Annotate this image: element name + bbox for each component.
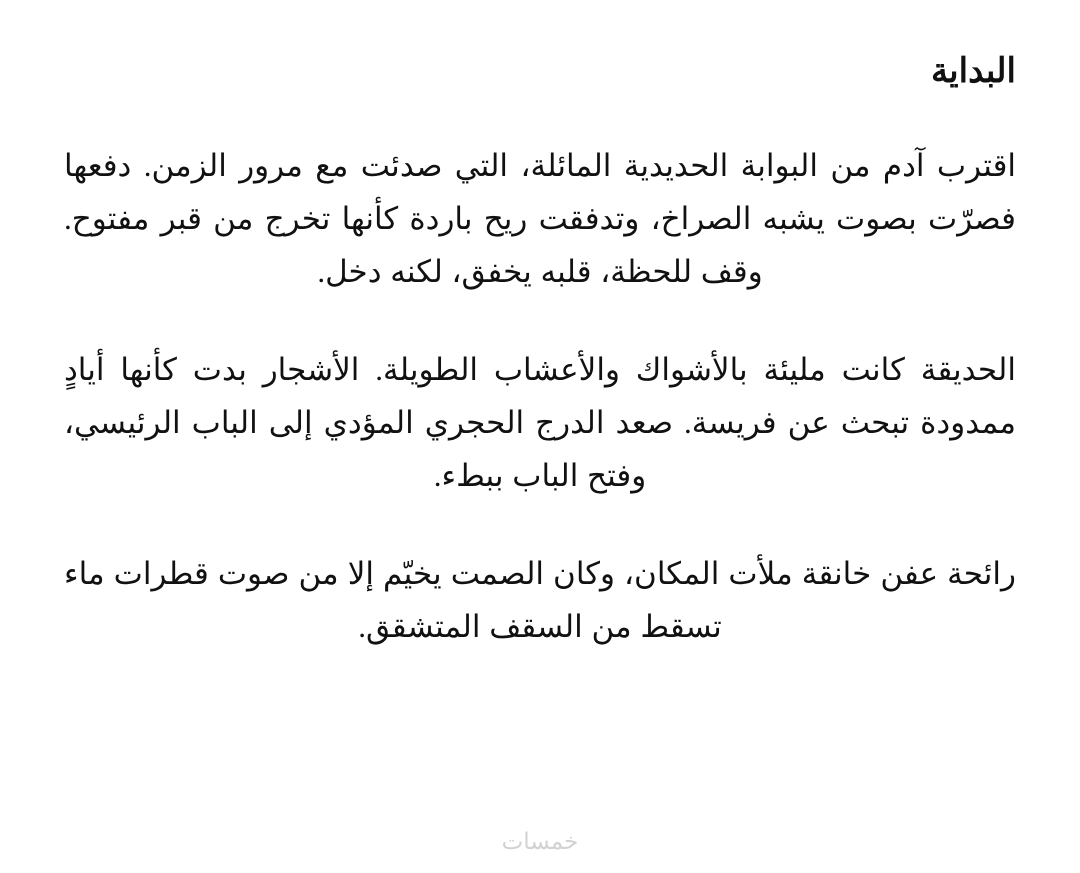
- body-paragraph: الحديقة كانت مليئة بالأشواك والأعشاب الطويلة. الأشجار بدت كأنها أيادٍ ممدودة تبحث عن فريسة. صعد الدرج الحجري المؤدي إلى الباب الرئيسي، وفتح الباب ببطء.: [64, 351, 1016, 494]
- page-title: البداية: [930, 53, 1016, 90]
- body-paragraph: رائحة عفن خانقة ملأت المكان، وكان الصمت يخيّم إلا من صوت قطرات ماء تسقط من السقف المتشقق.: [64, 555, 1016, 644]
- body-paragraph: اقترب آدم من البوابة الحديدية المائلة، التي صدئت مع مرور الزمن. دفعها فصرّت بصوت يشبه الصراخ، وتدفقت ريح باردة كأنها تخرج من قبر مفتوح. وقف للحظة، قلبه يخفق، لكنه دخل.: [64, 147, 1016, 290]
- watermark-text: خمسات: [501, 828, 579, 854]
